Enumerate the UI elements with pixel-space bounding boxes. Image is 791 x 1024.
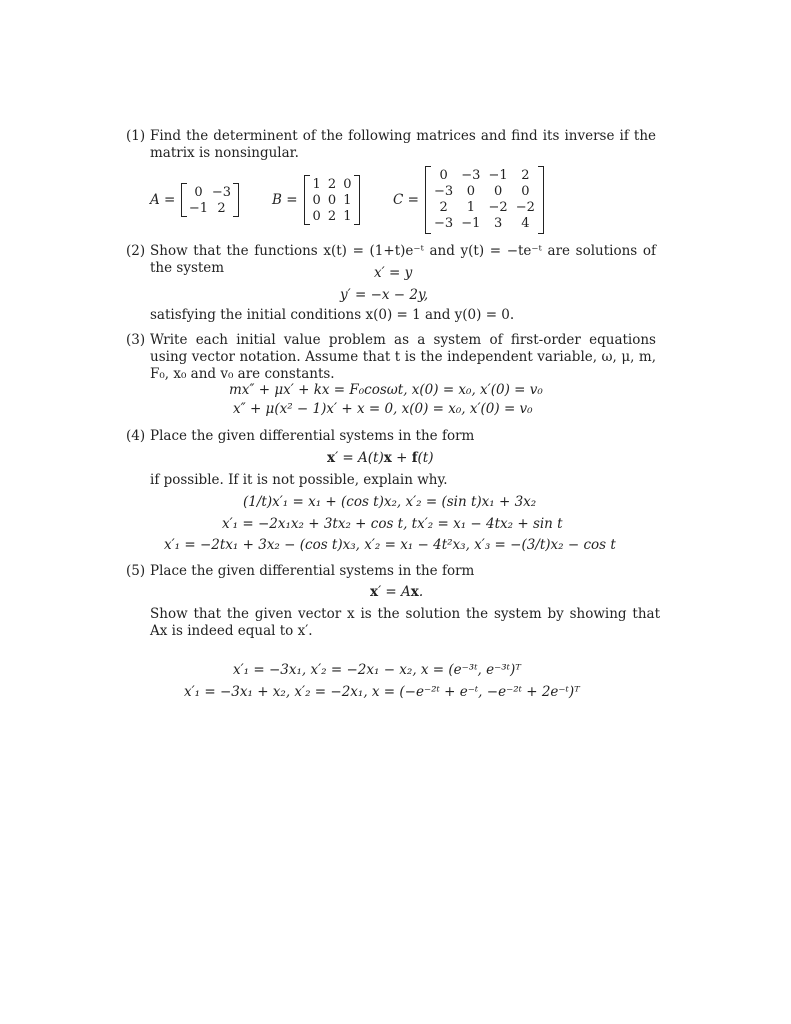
matrix-cell: 3 (493, 215, 503, 231)
matrix-b-label: B = (272, 192, 298, 208)
matrix-b (304, 175, 360, 225)
equation: x′ = y (374, 265, 413, 281)
problem-text: satisfying the initial conditions x(0) = 1 and y(0) = 0. (150, 307, 515, 323)
problem-1 (126, 128, 656, 162)
equation: (1/t)x′₁ = x₁ + (cos t)x₂, x′₂ = (sin t)x₁ + 3x₂ (243, 494, 537, 510)
equation: x′₁ = −2x₁x₂ + 3tx₂ + cos t, tx′₂ = x₁ − 4tx₂ + sin t (222, 516, 563, 532)
problem-5-after (150, 606, 660, 640)
matrix-cell: 0 (194, 184, 203, 200)
problem-text: Show that the given vector x is the solution the system by showing that Ax is indeed equal to x′. (150, 606, 660, 639)
matrix-c-label: C = (393, 192, 419, 208)
matrix-row (187, 200, 233, 216)
matrix-cell: 0 (312, 192, 321, 208)
matrix-cell: 0 (327, 192, 337, 208)
matrix-cell: −1 (461, 215, 481, 231)
matrix-a-label: A = (150, 192, 176, 208)
matrix-cell: 4 (521, 215, 530, 231)
matrix-row (430, 183, 539, 199)
problem-2-after (150, 307, 660, 324)
equation: x′₁ = −2tx₁ + 3x₂ − (cos t)x₃, x′₂ = x₁ − 4t²x₃, x′₃ = −(3/t)x₂ − cos t (164, 537, 616, 553)
equation: x′₁ = −3x₁, x′₂ = −2x₁ − x₂, x = (e⁻³ᵗ, e⁻³ᵗ)ᵀ (233, 662, 521, 678)
matrix-row (309, 192, 355, 208)
problem-number: (3) (126, 332, 146, 348)
problem-number: (1) (126, 128, 146, 144)
problem-3 (126, 332, 656, 383)
equation: x′ = Ax. (370, 584, 424, 600)
matrix-cell: 2 (217, 200, 226, 216)
problem-4 (126, 428, 656, 445)
matrix-c (425, 166, 544, 234)
matrix-cell: 1 (466, 199, 476, 215)
matrix-row (309, 176, 355, 192)
matrix-row (430, 167, 539, 183)
matrix-cell: −3 (461, 167, 481, 183)
problem-text: Show that the functions x(t) = (1+t)e⁻ᵗ and y(t) = −te⁻ᵗ are solutions of the system (150, 243, 656, 276)
problem-text: Find the determinent of the following matrices and find its inverse if the matrix is nonsingular. (150, 128, 656, 161)
matrix-cell: −1 (188, 200, 209, 216)
matrix-cell: 0 (312, 208, 321, 224)
matrix-cell: 2 (327, 208, 337, 224)
problem-text: Write each initial value problem as a system of first-order equations using vector notation. Assume that t is the independent variable, ω, μ, m, F₀, x₀ and v₀ are constants. (150, 332, 656, 382)
problem-text: Place the given differential systems in the form (150, 563, 475, 579)
matrix-cell: 0 (466, 183, 476, 199)
matrix-cell: −3 (434, 215, 454, 231)
matrix-cell: −2 (488, 199, 508, 215)
matrix-cell: 2 (521, 167, 530, 183)
matrix-row (430, 215, 539, 231)
matrix-cell: −1 (488, 167, 508, 183)
problem-text: if possible. If it is not possible, explain why. (150, 472, 448, 488)
matrix-cell: −3 (434, 183, 454, 199)
equation: x′ = A(t)x + f(t) (327, 450, 434, 466)
problem-5 (126, 563, 656, 580)
problem-number: (4) (126, 428, 146, 444)
problem-4-after (150, 472, 660, 489)
problem-text: Place the given differential systems in the form (150, 428, 475, 444)
problem-number: (5) (126, 563, 146, 579)
equation: x′₁ = −3x₁ + x₂, x′₂ = −2x₁, x = (−e⁻²ᵗ + e⁻ᵗ, −e⁻²ᵗ + 2e⁻ᵗ)ᵀ (184, 684, 580, 700)
matrix-cell: 1 (343, 208, 352, 224)
matrix-cell: 0 (493, 183, 503, 199)
matrix-cell: 1 (343, 192, 352, 208)
matrix-cell: 0 (439, 167, 448, 183)
equation: x″ + μ(x² − 1)x′ + x = 0, x(0) = x₀, x′(0) = v₀ (233, 401, 533, 417)
matrix-cell: 1 (312, 176, 321, 192)
matrix-cell: 0 (343, 176, 352, 192)
matrix-row (187, 184, 233, 200)
equation: y′ = −x − 2y, (340, 287, 429, 303)
problem-number: (2) (126, 243, 146, 259)
matrix-row (430, 199, 539, 215)
matrix-cell: 2 (439, 199, 448, 215)
matrix-cell: −2 (515, 199, 535, 215)
equation: mx″ + μx′ + kx = F₀cosωt, x(0) = x₀, x′(0) = v₀ (229, 382, 543, 398)
matrix-cell: 2 (327, 176, 337, 192)
matrix-a (181, 183, 239, 217)
matrix-cell: −3 (211, 184, 232, 200)
matrix-cell: 0 (521, 183, 530, 199)
matrix-row (309, 208, 355, 224)
